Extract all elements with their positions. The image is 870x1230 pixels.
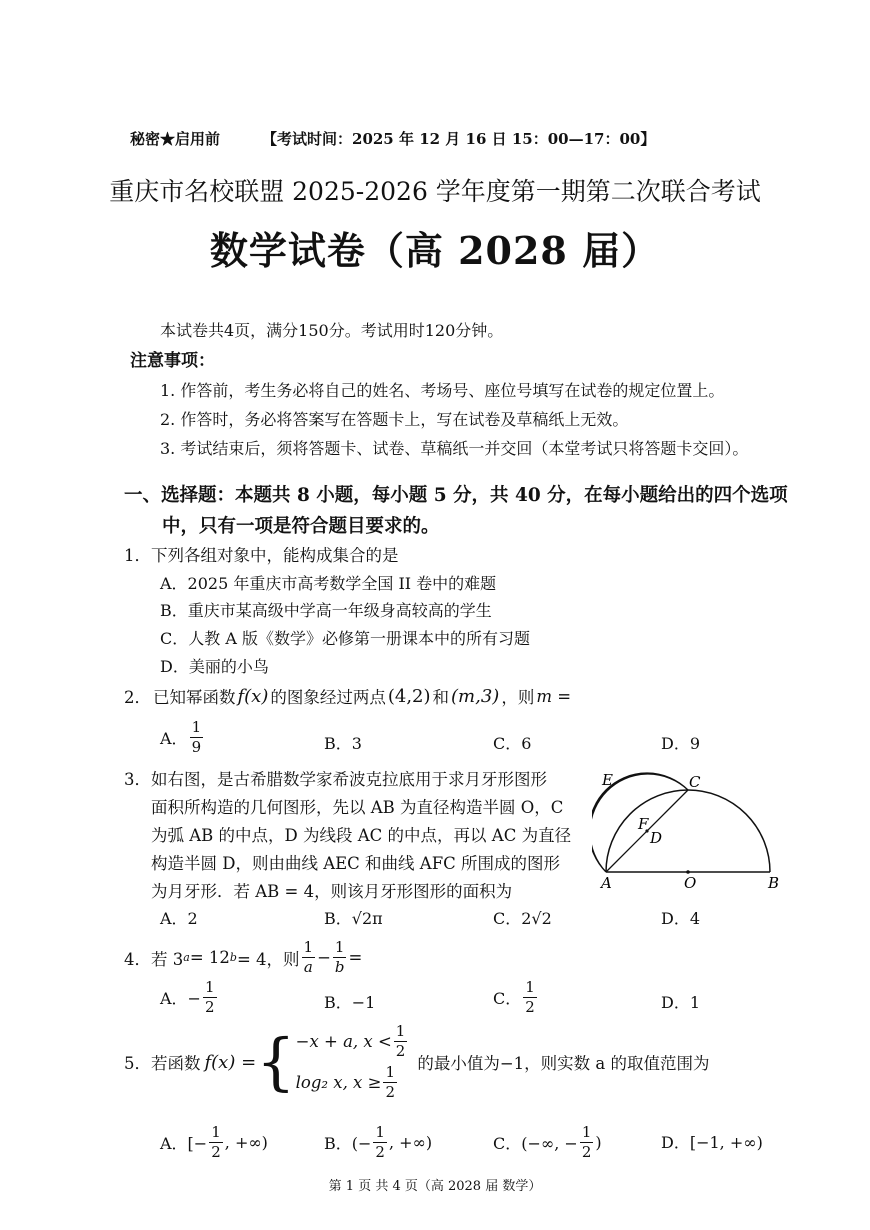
q2-option-b: B．3 (324, 734, 362, 753)
intro-text: 本试卷共4页，满分150分。考试用时120分钟。 (160, 321, 504, 340)
question-2-stem (124, 684, 571, 708)
q4-c-fraction (523, 980, 537, 1015)
piecewise-brace: { (256, 1025, 296, 1098)
question-3-line: 面积所构造的几何图形，先以 AB 为直径构造半圆 O，C (151, 798, 564, 817)
label-o: O (684, 874, 697, 892)
question-4-stem (124, 940, 362, 975)
q5-c-fraction (580, 1125, 594, 1160)
q5-b-tail: , +∞) (388, 1133, 433, 1152)
denominator: 2 (375, 1143, 385, 1161)
q5-option-c (493, 1125, 602, 1160)
label-e: E (602, 771, 613, 789)
q5-a-label: A．[− (160, 1134, 208, 1153)
q3-option-c: C．2√2 (493, 909, 552, 928)
q5-option-b (324, 1125, 432, 1160)
q4-option-d: D．1 (661, 993, 701, 1012)
numerator: 1 (211, 1123, 221, 1141)
q5-option-a (160, 1125, 268, 1160)
numerator: 1 (334, 938, 345, 956)
note-item: 1. 作答前，考生务必将自己的姓名、考场号、座位号填写在试卷的规定位置上。 (160, 381, 725, 400)
semicircle-o (606, 790, 770, 872)
q1-option-d: D．美丽的小鸟 (160, 657, 269, 676)
q4-text-3: = 4，则 (236, 949, 300, 969)
q4-num: 4． (124, 949, 151, 969)
question-3-line: 构造半圆 D，则由曲线 AEC 和曲线 AFC 所围成的图形 (151, 854, 561, 873)
note-item: 3. 考试结束后，须将答题卡、试卷、草稿纸一并交回（本堂考试只将答题卡交回）。 (160, 439, 749, 458)
q2-option-c: C．6 (493, 734, 532, 753)
piecewise-cases (296, 1024, 410, 1100)
label-b: B (768, 874, 780, 892)
notes-heading: 注意事项： (130, 351, 215, 371)
numerator: 1 (395, 1022, 406, 1040)
question-3-line: 为月牙形．若 AB = 4，则该月牙形图形的面积为 (151, 882, 513, 901)
label-d: D (650, 829, 663, 847)
q5-b-label: B．(− (324, 1134, 372, 1153)
q4-c-label: C． (493, 989, 522, 1008)
paper-title: 数学试卷（高 2028 届） (209, 228, 661, 273)
q2-point-1: (4,2) (387, 685, 431, 707)
q5-num: 5． (124, 1054, 151, 1073)
q2-fx: f(x) (237, 685, 269, 707)
case-2-fraction (383, 1065, 397, 1100)
label-a: A (601, 874, 612, 892)
question-1-stem: 1．下列各组对象中，能构成集合的是 (124, 546, 399, 565)
q2-a-fraction (190, 720, 204, 755)
numerator: 1 (191, 718, 202, 736)
case-2 (296, 1065, 410, 1100)
q2-a-label: A． (160, 729, 188, 748)
q5-c-tail: ) (595, 1133, 602, 1152)
q5-text-1: 若函数 (151, 1054, 201, 1073)
denominator: a (303, 958, 313, 976)
q2-m: m = (536, 686, 572, 706)
note-item: 2. 作答时，务必将答案写在答题卡上，写在试卷及草稿纸上无效。 (160, 410, 629, 429)
q4-option-a (160, 980, 219, 1015)
numerator: 1 (525, 978, 535, 996)
q1-option-c: C．人教 A 版《数学》必修第一册课本中的所有习题 (160, 629, 530, 648)
q4-a-label: A．− (160, 989, 201, 1008)
question-5-stem (124, 1024, 709, 1100)
q4-fraction-1 (302, 940, 316, 975)
denominator: 2 (525, 998, 535, 1016)
q1-option-a: A．2025 年重庆市高考数学全国 II 卷中的难题 (160, 574, 497, 593)
confidential-label: 秘密★启用前 (130, 130, 221, 148)
denominator: b (334, 958, 345, 976)
case-1-fraction (394, 1024, 408, 1059)
q5-text-2: 的最小值为−1，则实数 a 的取值范围为 (417, 1054, 710, 1073)
case-1 (296, 1024, 410, 1059)
label-f: F (638, 815, 649, 833)
section-heading-cont: 中，只有一项是符合题目要求的。 (162, 516, 440, 537)
q2-text-2: 的图象经过两点 (270, 688, 386, 707)
q5-a-fraction (209, 1125, 223, 1160)
q5-option-d: D．[−1, +∞) (661, 1133, 763, 1152)
denominator: 9 (191, 738, 202, 756)
q4-eq: = (348, 948, 363, 967)
q4-text-2: = 12 (189, 948, 230, 967)
q5-a-tail: , +∞) (224, 1133, 268, 1152)
denominator: 2 (211, 1143, 221, 1161)
numerator: 1 (204, 978, 215, 996)
q1-option-b: B．重庆市某高级中学高一年级身高较高的学生 (160, 601, 492, 620)
q2-num: 2． (124, 688, 151, 707)
q4-exp-b: b (229, 951, 237, 964)
lune-figure (592, 768, 788, 892)
q2-text-3: ，则 (501, 688, 535, 707)
q5-fx: f(x) = (204, 1051, 257, 1073)
denominator: 2 (395, 1042, 406, 1060)
numerator: 1 (375, 1123, 385, 1141)
q2-point-2: (m,3) (451, 685, 500, 707)
q2-option-a (160, 720, 205, 755)
q5-b-fraction (373, 1125, 387, 1160)
case-2-text: log₂ x, x ≥ (295, 1073, 382, 1092)
exam-time: 【考试时间：2025 年 12 月 16 日 15：00—17：00】 (262, 130, 656, 148)
question-3-line: 3．如右图，是古希腊数学家希波克拉底用于求月牙形图形 (124, 770, 547, 789)
q5-c-label: C．(−∞, − (493, 1134, 578, 1153)
label-c: C (689, 773, 701, 791)
q3-option-b: B．√2π (324, 909, 383, 928)
section-heading: 一、选择题：本题共 8 小题，每小题 5 分，共 40 分，在每小题给出的四个选项 (124, 485, 788, 506)
numerator: 1 (581, 1123, 592, 1141)
case-1-text: −x + a, x < (295, 1032, 392, 1051)
q2-text-1: 已知幂函数 (153, 688, 236, 707)
q4-text-1: 若 3 (151, 949, 184, 969)
q2-and: 和 (432, 688, 450, 707)
q2-option-d: D．9 (661, 734, 701, 753)
q4-option-c (493, 980, 539, 1015)
page-footer: 第 1 页 共 4 页（高 2028 届 数学） (328, 1179, 542, 1194)
denominator: 2 (204, 998, 215, 1016)
question-3-line: 为弧 AB 的中点，D 为线段 AC 的中点，再以 AC 为直径 (151, 826, 572, 845)
numerator: 1 (385, 1063, 395, 1081)
q4-minus: − (317, 948, 331, 967)
numerator: 1 (303, 938, 314, 956)
denominator: 2 (581, 1143, 592, 1161)
q4-option-b: B．−1 (324, 993, 376, 1012)
exam-title: 重庆市名校联盟 2025-2026 学年度第一期第二次联合考试 (109, 177, 761, 206)
q4-exp-a: a (183, 951, 190, 964)
q3-option-a: A．2 (160, 909, 198, 928)
denominator: 2 (385, 1083, 395, 1101)
q4-a-fraction (203, 980, 217, 1015)
q4-fraction-2 (333, 940, 347, 975)
q3-option-d: D．4 (661, 909, 701, 928)
